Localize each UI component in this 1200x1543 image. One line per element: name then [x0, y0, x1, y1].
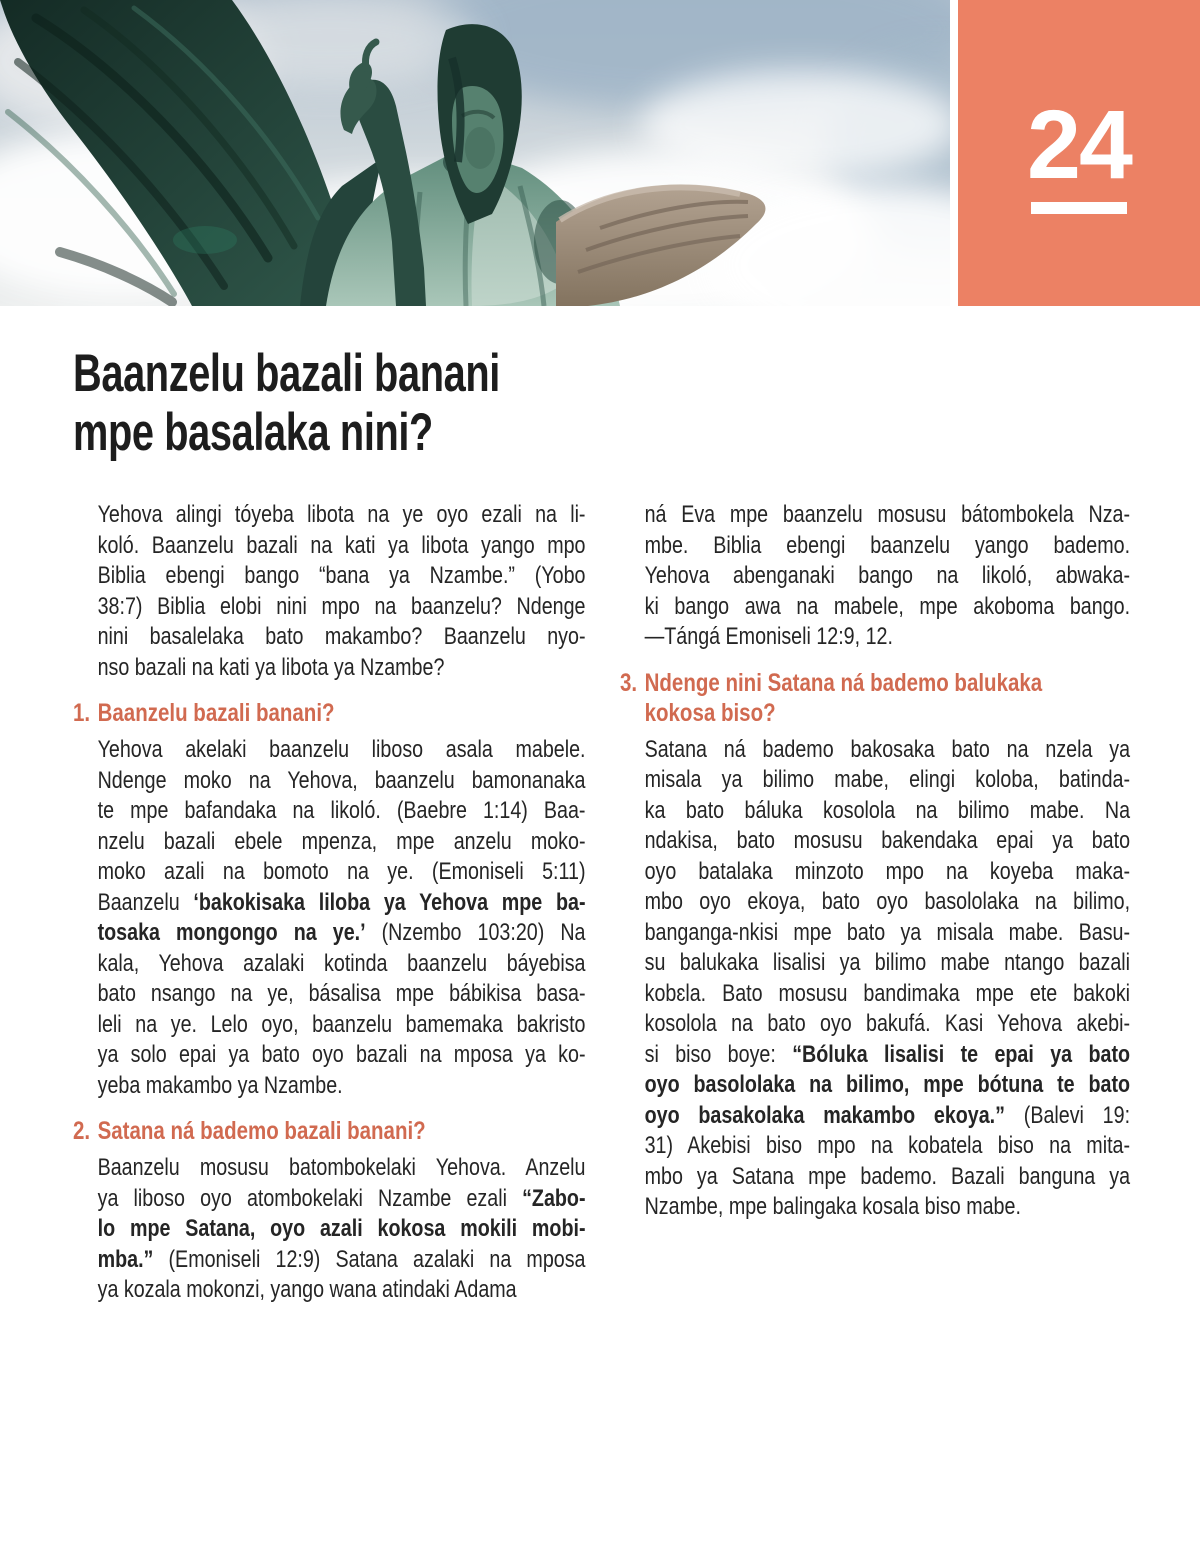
text-line: mbo oyo ekoya, bato oyo basololaka na bilimo,	[644, 888, 1131, 915]
text-line: —Tángá Emoniseli 12:9, 12.	[644, 623, 893, 650]
text-line: Baanzelu bazali banani?	[97, 699, 335, 727]
text-line: Ndenge moko na Yehova, baanzelu bamonanaka	[97, 766, 586, 794]
section-heading	[73, 1116, 586, 1146]
paragraph	[620, 500, 1130, 653]
text-line: kobɛla. Bato mosusu bandimaka mpe ete bakoki	[644, 979, 1131, 1007]
text-line: Baanzelu ‘bakokisaka liloba ya Yehova mpe ba-	[97, 888, 586, 916]
text-line: si biso boye: “Bóluka lisalisi te epai ya bato	[644, 1040, 1131, 1068]
page-title	[73, 344, 583, 462]
text-line: Biblia ebengi bango “bana ya Nzambe.” (Yobo	[97, 562, 586, 589]
text-line: Yehova akelaki baanzelu liboso asala mabele.	[97, 736, 586, 763]
text-line: ya kozala mokonzi, yango wana atindaki Adama	[97, 1276, 517, 1303]
text-line: oyo basololaka na bilimo, mpe bótuna te bato	[644, 1071, 1131, 1098]
text-line: te mpe bafandaka na likoló. (Baebre 1:14) Baa-	[97, 797, 586, 824]
section-number: 2.	[73, 1117, 91, 1145]
text-line: lo mpe Satana, oyo azali kokosa mokili mobi-	[97, 1215, 586, 1242]
page-title-line: mpe basalaka nini?	[73, 403, 433, 462]
angel-statue-photo	[0, 0, 950, 306]
text-line: kokosa biso?	[644, 698, 776, 727]
text-line: Yehova abenganaki bango na likoló, abwaka-	[644, 562, 1131, 589]
text-line: oyo basakolaka makambo ekoya.” (Balevi 19:	[644, 1101, 1131, 1129]
text-line: ki bango awa na mabele, mpe akoboma bango.	[644, 592, 1131, 620]
text-line: kosolola na bato oyo bakufá. Kasi Yehova akebi-	[644, 1010, 1131, 1037]
paragraph	[73, 1153, 586, 1306]
text-line: kala, Yehova azalaki kotinda baanzelu báyebisa	[97, 949, 586, 977]
page-title-line: Baanzelu bazali banani	[73, 344, 500, 403]
chapter-number-underline	[1031, 202, 1127, 214]
section-heading	[620, 668, 1130, 728]
text-line: ya solo epai ya bato oyo bazali na mposa ya ko-	[97, 1041, 586, 1068]
text-line: mba.” (Emoniseli 12:9) Satana azalaki na mposa	[97, 1245, 586, 1273]
text-line: Nzambe, mpe balingaka kosala biso mabe.	[644, 1193, 1021, 1220]
text-line: nso bazali na kati ya libota ya Nzambe?	[97, 653, 445, 681]
text-line: 38:7) Biblia elobi nini mpo na baanzelu? Ndenge	[97, 592, 586, 620]
text-line: nini basalelaka bato makambo? Baanzelu nyo-	[97, 623, 586, 650]
paragraph	[73, 500, 586, 683]
text-line: leli na ye. Lelo oyo, baanzelu bamemaka bakristo	[97, 1010, 586, 1038]
text-line: ndakisa, bato mosusu bakendaka epai ya bato	[644, 827, 1131, 854]
paragraph	[620, 735, 1130, 1223]
text-line: misala ya bilimo mabe, elingi koloba, batinda-	[644, 766, 1131, 793]
text-line: koló. Baanzelu bazali na kati ya libota yango mpo	[97, 531, 586, 559]
angel-statue-illustration	[0, 0, 950, 306]
text-line: ya liboso oyo atombokelaki Nzambe ezali “Zabo-	[97, 1184, 586, 1212]
text-line: ná Eva mpe baanzelu mosusu bátombokela Nza-	[644, 501, 1131, 528]
paragraph	[73, 735, 586, 1101]
text-line: nzelu bazali ebele mpenza, mpe anzelu moko-	[97, 827, 586, 855]
text-line: mbe. Biblia ebengi baanzelu yango bademo.	[644, 531, 1131, 559]
text-line: Baanzelu mosusu batombokelaki Yehova. Anzelu	[97, 1154, 586, 1181]
left-column	[73, 500, 586, 1306]
text-line: Ndenge nini Satana ná bademo balukaka	[644, 668, 1043, 697]
text-line: mbo ya Satana mpe bademo. Bazali banguna ya	[644, 1162, 1131, 1190]
text-line: su balukaka lisalisi ya bilimo mabe ntango bazali	[644, 949, 1131, 976]
text-line: bato nsango na ye, básalisa mpe bábikisa basa-	[97, 980, 586, 1007]
text-line: Satana ná bademo bakosaka bato na nzela ya	[644, 735, 1131, 763]
text-line: banganga-nkisi mpe bato ya misala mabe. Basu-	[644, 918, 1131, 946]
text-line: Satana ná bademo bazali banani?	[97, 1117, 426, 1145]
text-line: Yehova alingi tóyeba libota na ye oyo ezali na li-	[97, 501, 586, 528]
section-number: 1.	[73, 699, 91, 727]
chapter-number: 24	[1027, 90, 1131, 199]
section-number: 3.	[620, 668, 638, 697]
text-line: yeba makambo ya Nzambe.	[97, 1071, 343, 1099]
text-line: 31) Akebisi biso mpo na kobatela biso na mita-	[644, 1132, 1131, 1159]
text-line: ka bato báluka kosolola na bilimo mabe. Na	[644, 796, 1131, 824]
text-line: moko azali na bomoto na ye. (Emoniseli 5:11)	[97, 858, 586, 885]
section-heading	[73, 698, 586, 728]
right-column	[620, 500, 1130, 1223]
text-line: oyo batalaka minzoto mpo na koyeba maka-	[644, 857, 1131, 885]
text-line: tosaka mongongo na ye.’ (Nzembo 103:20) Na	[97, 919, 586, 946]
chapter-number-badge	[958, 0, 1200, 306]
